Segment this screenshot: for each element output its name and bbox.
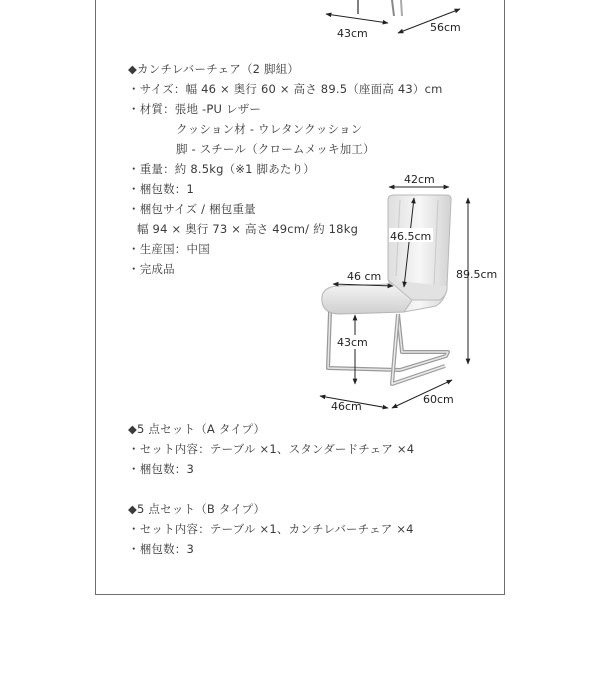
base-width-label: 46cm xyxy=(331,400,362,413)
back-height-label: 46.5cm xyxy=(390,230,432,243)
seat-width-label: 46 cm xyxy=(347,270,382,283)
cantilever-size: ・サイズ：幅 46 × 奥行 60 × 高さ 89.5（座面高 43）cm xyxy=(128,82,443,96)
back-width-label: 42cm xyxy=(404,173,435,186)
cantilever-material: ・材質：張地 -PU レザー xyxy=(128,102,262,116)
set-a-contents: ・セット内容：テーブル ×1、スタンダードチェア ×4 xyxy=(128,442,415,456)
set-b-packages: ・梱包数：3 xyxy=(128,542,195,556)
set-a-heading: ◆5 点セット（A タイプ） xyxy=(128,422,266,436)
set-a-packages: ・梱包数：3 xyxy=(128,462,195,476)
cantilever-finished: ・完成品 xyxy=(128,262,175,276)
top-depth-label: 56cm xyxy=(430,21,461,34)
cantilever-pack-size-value: 幅 94 × 奥行 73 × 高さ 49cm/ 約 18kg xyxy=(137,222,359,236)
cantilever-material-legs: 脚 - スチール（クロームメッキ加工） xyxy=(176,142,375,156)
cantilever-heading: ◆カンチレバーチェア（2 脚組） xyxy=(128,62,300,76)
cantilever-weight: ・重量：約 8.5kg（※1 脚あたり） xyxy=(128,162,316,176)
cantilever-pack-size-label: ・梱包サイズ / 梱包重量 xyxy=(128,202,256,216)
cantilever-origin: ・生産国：中国 xyxy=(128,242,210,256)
base-depth-label: 60cm xyxy=(423,393,454,406)
cantilever-material-cushion: クッション材 - ウレタンクッション xyxy=(176,122,363,136)
total-height-label: 89.5cm xyxy=(456,268,498,281)
set-b-contents: ・セット内容：テーブル ×1、カンチレバーチェア ×4 xyxy=(128,522,414,536)
top-width-label: 43cm xyxy=(337,27,368,40)
seat-height-label: 43cm xyxy=(337,336,368,349)
cantilever-packages: ・梱包数：1 xyxy=(128,182,195,196)
set-b-heading: ◆5 点セット（B タイプ） xyxy=(128,502,266,516)
